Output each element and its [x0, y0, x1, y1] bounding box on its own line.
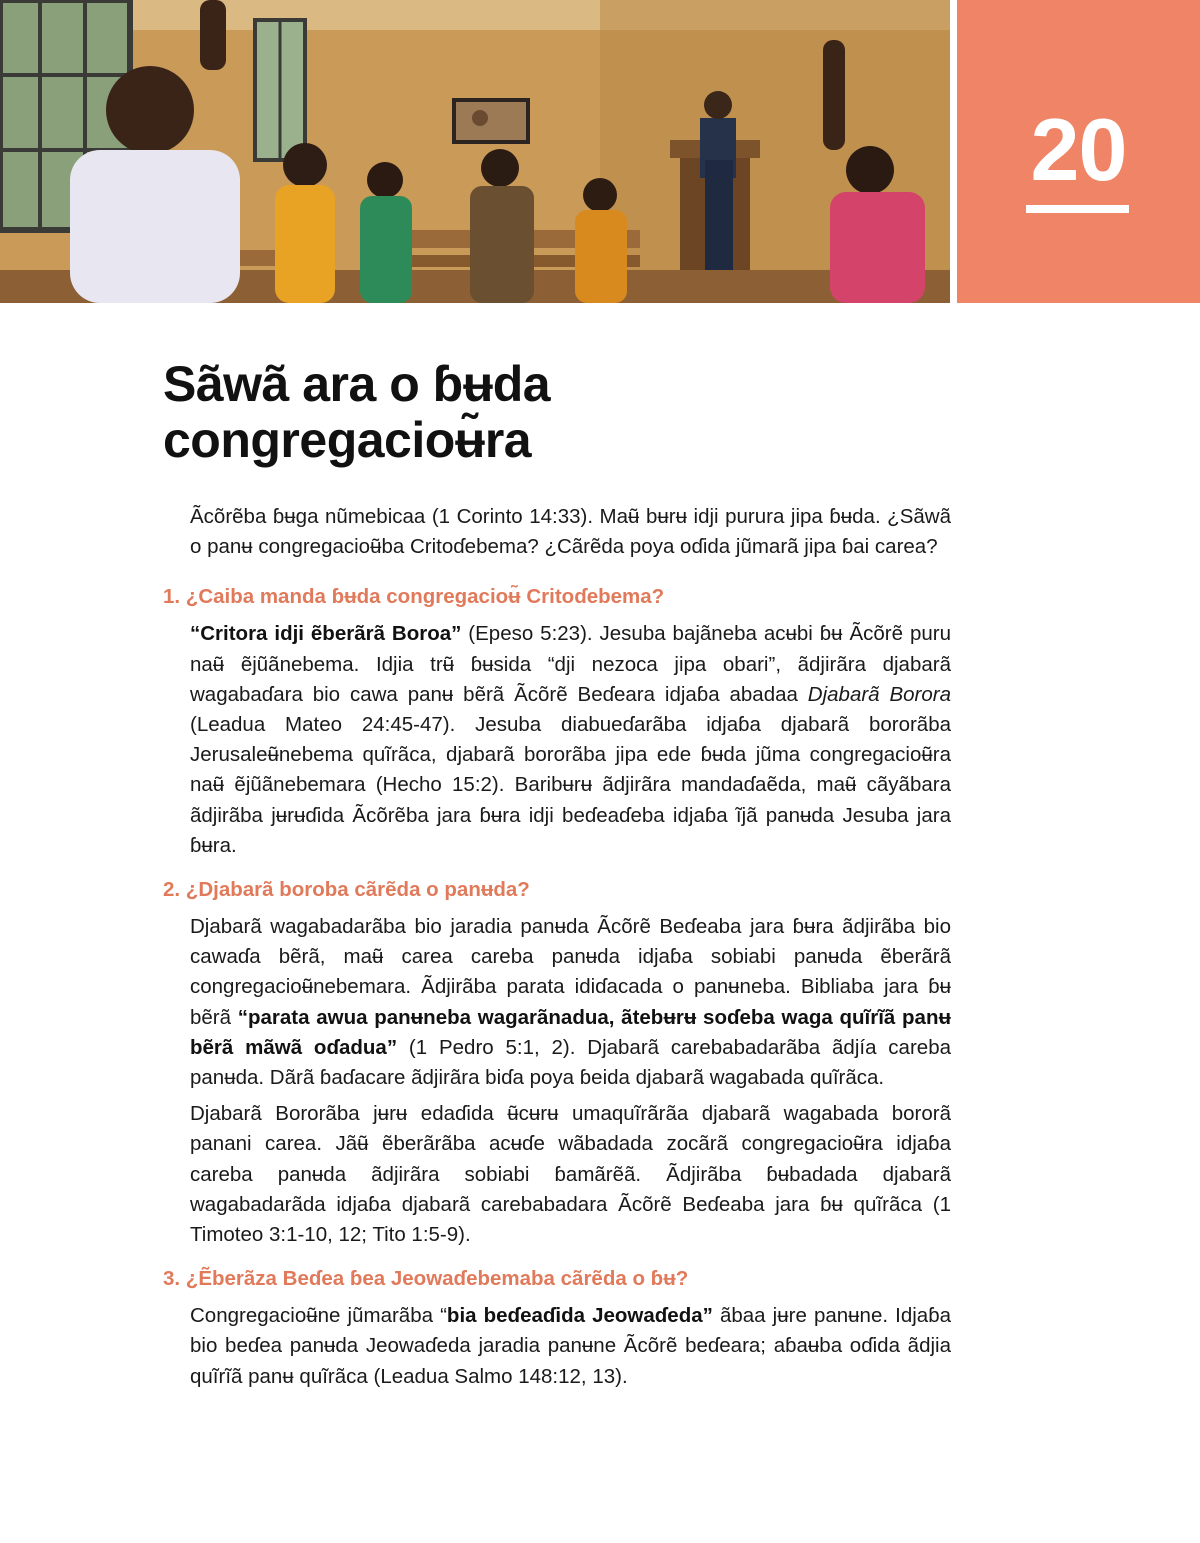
lesson-number-underline — [1026, 205, 1129, 213]
lesson-number-box — [957, 0, 1200, 303]
answer-3-paragraph — [190, 1301, 951, 1392]
answer-2-bold-quote: “parata awua panʉneba wagarãnadua, ãtebʉrʉ soɗeba waga quĩrĩã panʉ bẽrã mãwã oɗadua” — [190, 1005, 951, 1059]
header-photo — [0, 0, 950, 303]
answer-1-bold-lead: “Critora idji ẽberãrã Boroa” — [190, 622, 462, 646]
answer-2-text-b: (1 Pedro 5:1, 2). Djabarã carebabadarãba ãdjía careba panʉda. Dãrã ɓaɗacare ãdjirãra biɗa poya ɓeida djabarã wagabada quĩrãca. — [190, 1035, 951, 1090]
page-title-line-1: Sãwã ara o ɓʉda — [163, 356, 551, 412]
lesson-content — [163, 502, 951, 1392]
question-3: 3. ¿Ẽberãza Beɗea ɓea Jeowaɗebemaba cãrẽda o ɓʉ? — [163, 1267, 689, 1291]
answer-2-paragraph-2: Djabarã Bororãba jʉrʉ edaɗida ʉ̃cʉrʉ umaquĩrãrãa djabarã wagabada bororã panani carea. Jãʉ̃ ẽberãrãba acʉɗe wãbadada zocãrã congregacioʉ̃ra idjaɓa careba panʉda ãdjirãra sobiabi ɓamãrẽã. Ãdjirãba ɓʉbadada djabarã wagabadarãda idjaɓa djabarã carebabadara Ãcõrẽ Beɗeaba jara ɓʉ quĩrãca (1 Timoteo 3:1-10, 12; Tito 1:5-9). — [190, 1102, 951, 1247]
question-2: 2. ¿Djabarã boroba cãrẽda o panʉda? — [163, 878, 530, 902]
answer-1-italic: Djabarã Borora — [807, 682, 951, 706]
answer-2-text-a: Djabarã wagabadarãba bio jaradia panʉda Ãcõrẽ Beɗeaba jara ɓʉra ãdjirãba bio cawaɗa bẽrã, maʉ̃ carea careba panʉda idjaɓa sobiabi panʉda ẽberãrã congregacioʉ̃nebemara. Ãdjirãba parata idiɗacada o panʉneba. Bibliaba jara ɓʉ bẽrã — [190, 915, 951, 1029]
answer-3-bold-quote: bia beɗeaɗida Jeowaɗeda” — [446, 1304, 713, 1328]
lesson-number: 20 — [1030, 100, 1127, 199]
answer-1-text-a: (Epeso 5:23). Jesuba bajãneba acʉbi ɓʉ Ãcõrẽ puru naʉ̃ ẽjũãnebema. Idjia trʉ̃ ɓʉsida “dji nezoca jipa obari”, ãdjirãra djabarã wagabaɗara bio cawa panʉ bẽrã Ãcõrẽ Beɗeara idjaɓa abadaa — [190, 622, 951, 706]
answer-2-paragraph-1 — [190, 912, 951, 1093]
intro-paragraph: Ãcõrẽba ɓʉga nũmebicaa (1 Corinto 14:33). Maʉ̃ bʉrʉ idji purura jipa ɓʉda. ¿Sãwã o panʉ congregacioʉ̃ba Critoɗebema? ¿Cãrẽda poya oɗida jũmarã jipa ɓai carea? — [190, 505, 951, 559]
answer-1-paragraph — [190, 619, 951, 861]
answer-1-text-b: (Leadua Mateo 24:45-47). Jesuba diabueɗarãba idjaɓa djabarã bororãba Jerusaleʉ̃nebema quĩrãca, djabarã bororãba jipa ede ɓʉda jũma congregacioʉ̃ra naʉ̃ ẽjũãnebemara (Hecho 15:2). Baribʉrʉ ãdjirãra mandaɗaẽda, maʉ̃ cãyãbara ãdjirãba jʉrʉɗida Ãcõrẽba jara ɓʉra idji beɗeaɗeba idjaɓa ĩjã panʉda Jesuba jara ɓʉra. — [190, 713, 951, 857]
answer-3-text-a: Congregacioʉ̃ne jũmarãba “ — [190, 1304, 447, 1328]
question-1: 1. ¿Caiba manda ɓʉda congregacioʉ̃ Critoɗebema? — [163, 585, 665, 609]
answer-3-text-b: ãbaa jʉre panʉne. Idjaɓa bio beɗea panʉda Jeowaɗeda jaradia panʉne Ãcõrẽ beɗeara; aɓaʉba oɗida ãdjia quĩrĩã panʉ quĩrãca (Leadua Salmo 148:12, 13). — [190, 1304, 951, 1388]
page-title — [163, 356, 983, 468]
page-title-line-2: congregacioʉ̃ra — [163, 412, 532, 468]
